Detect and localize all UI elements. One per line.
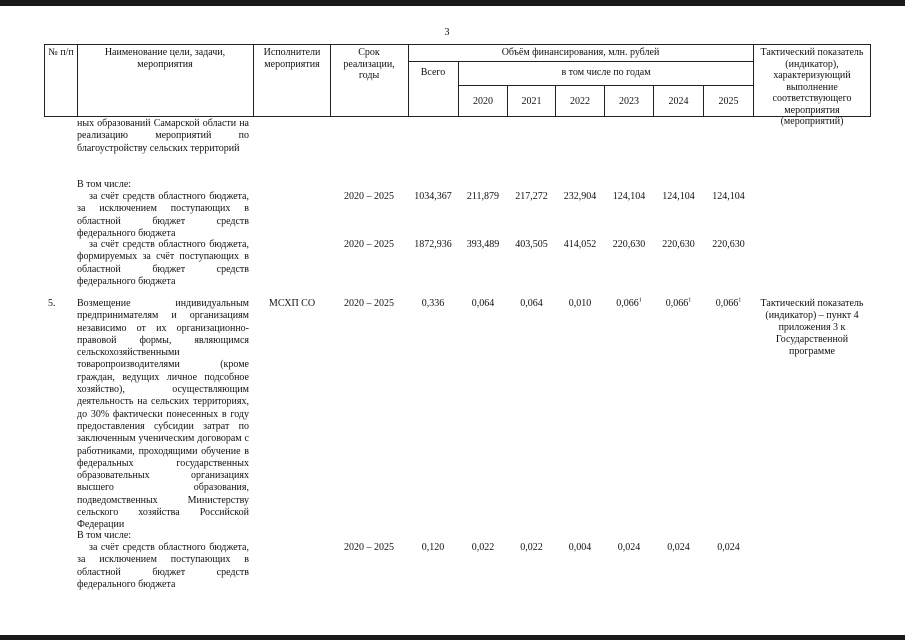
header-executor: Исполнители мероприятия — [263, 47, 321, 70]
group-label: В том числе: — [77, 179, 132, 190]
row-name: за счёт средств областного бюджета, за исключением поступающих в областной бюджет средств федерального бюджета — [77, 542, 249, 590]
continuation-text: ных образований Самарской области на реализацию мероприятий по благоустройству сельских территорий — [77, 118, 249, 154]
header-total: Всего — [420, 67, 446, 78]
item-year-value: 0,064 — [471, 298, 495, 309]
row-term: 2020 – 2025 — [344, 239, 394, 250]
row-year-value: 220,630 — [712, 239, 745, 250]
grid-line — [753, 44, 754, 117]
bottom-scan-border — [0, 635, 905, 640]
item-year-value: 0,066$^1$ — [715, 297, 742, 309]
item-year-value: 0,066$^1$ — [616, 297, 642, 309]
row-year-value: 0,022 — [520, 542, 543, 553]
header-indicator: Тактический показатель (индикатор), характеризующий выполнение соответствующего мероприятия (мероприятий) — [760, 47, 864, 127]
row-term: 2020 – 2025 — [344, 191, 394, 202]
row-name: за счёт средств областного бюджета, за исключением поступающих в областной бюджет средств федерального бюджета — [77, 191, 249, 239]
header-financing: Объём финансирования, млн. рублей — [501, 47, 660, 58]
item-indicator: Тактический показатель (индикатор) – пункт 4 приложения 3 к Государственной программе — [760, 298, 864, 357]
header-year: 2020 — [473, 96, 493, 107]
row-year-value: 0,004 — [568, 542, 592, 553]
item-year-value: 0,064 — [520, 298, 543, 309]
row-year-value: 124,104 — [662, 191, 695, 202]
grid-line — [408, 44, 409, 117]
row-total: 1034,367 — [414, 191, 452, 202]
footnote-mark: 1 — [738, 297, 742, 304]
header-number: № п/п — [48, 47, 74, 58]
row-year-value: 0,024 — [667, 542, 690, 553]
row-year-value: 220,630 — [662, 239, 695, 250]
row-year-value: 211,879 — [466, 191, 500, 202]
row-year-value: 0,024 — [617, 542, 641, 553]
item-term: 2020 – 2025 — [344, 298, 394, 309]
item-name: Возмещение индивидуальным предпринимателям и организациям независимо от их организационно-правовой формы, являющимся сельскохозяйственными товаропроизводителями (кроме граждан, ведущих личное подсобное хозяйство), осуществляющим деятельность на сельских территориях, до 30% фактически понесенных в году предоставления субсидии затрат по заключенным ученическим договорам с работниками, проходящими обучение в федеральных государственных образовательных организациях высшего образования, подведомственных Министерству сельского хозяйства Российской Федерации — [77, 298, 249, 531]
group-label: В том числе: — [77, 530, 132, 541]
header-fin-divider — [408, 61, 753, 62]
grid-line — [330, 44, 331, 117]
header-top-border — [44, 44, 871, 45]
row-total: 0,120 — [421, 542, 445, 553]
row-year-value: 232,904 — [563, 191, 597, 202]
row-name: за счёт средств областного бюджета, формируемых за счёт поступающих в областной бюджет средств федерального бюджета — [77, 239, 249, 287]
header-year: 2021 — [521, 96, 542, 107]
row-year-value: 393,489 — [466, 239, 500, 250]
header-name: Наименование цели, задачи, мероприятия — [104, 47, 226, 70]
header-years-divider — [458, 85, 753, 86]
page-number: 3 — [444, 27, 450, 38]
item-number: 5. — [48, 298, 56, 309]
row-year-value: 414,052 — [563, 239, 597, 250]
grid-line — [870, 44, 871, 117]
header-term: Срок реализации, годы — [343, 47, 395, 81]
row-year-value: 403,505 — [515, 239, 548, 250]
item-total: 0,336 — [421, 298, 445, 309]
grid-line — [253, 44, 254, 117]
footnote-mark: 1 — [638, 297, 642, 304]
row-year-value: 220,630 — [612, 239, 646, 250]
footnote-mark: 1 — [688, 297, 692, 304]
row-year-value: 124,104 — [612, 191, 646, 202]
grid-line — [77, 44, 78, 117]
item-executor: МСХП СО — [268, 298, 316, 309]
header-year: 2025 — [718, 96, 739, 107]
row-year-value: 217,272 — [515, 191, 548, 202]
item-year-value: 0,066$^1$ — [665, 297, 692, 309]
grid-line — [458, 61, 459, 117]
row-total: 1872,936 — [414, 239, 452, 250]
row-year-value: 0,022 — [471, 542, 495, 553]
header-by-years: в том числе по годам — [561, 67, 651, 78]
top-scan-border — [0, 0, 905, 6]
header-year: 2023 — [619, 96, 639, 107]
header-year: 2024 — [668, 96, 689, 107]
header-year: 2022 — [570, 96, 590, 107]
item-year-value: 0,010 — [568, 298, 592, 309]
row-year-value: 124,104 — [712, 191, 745, 202]
row-year-value: 0,024 — [717, 542, 740, 553]
row-term: 2020 – 2025 — [344, 542, 394, 553]
